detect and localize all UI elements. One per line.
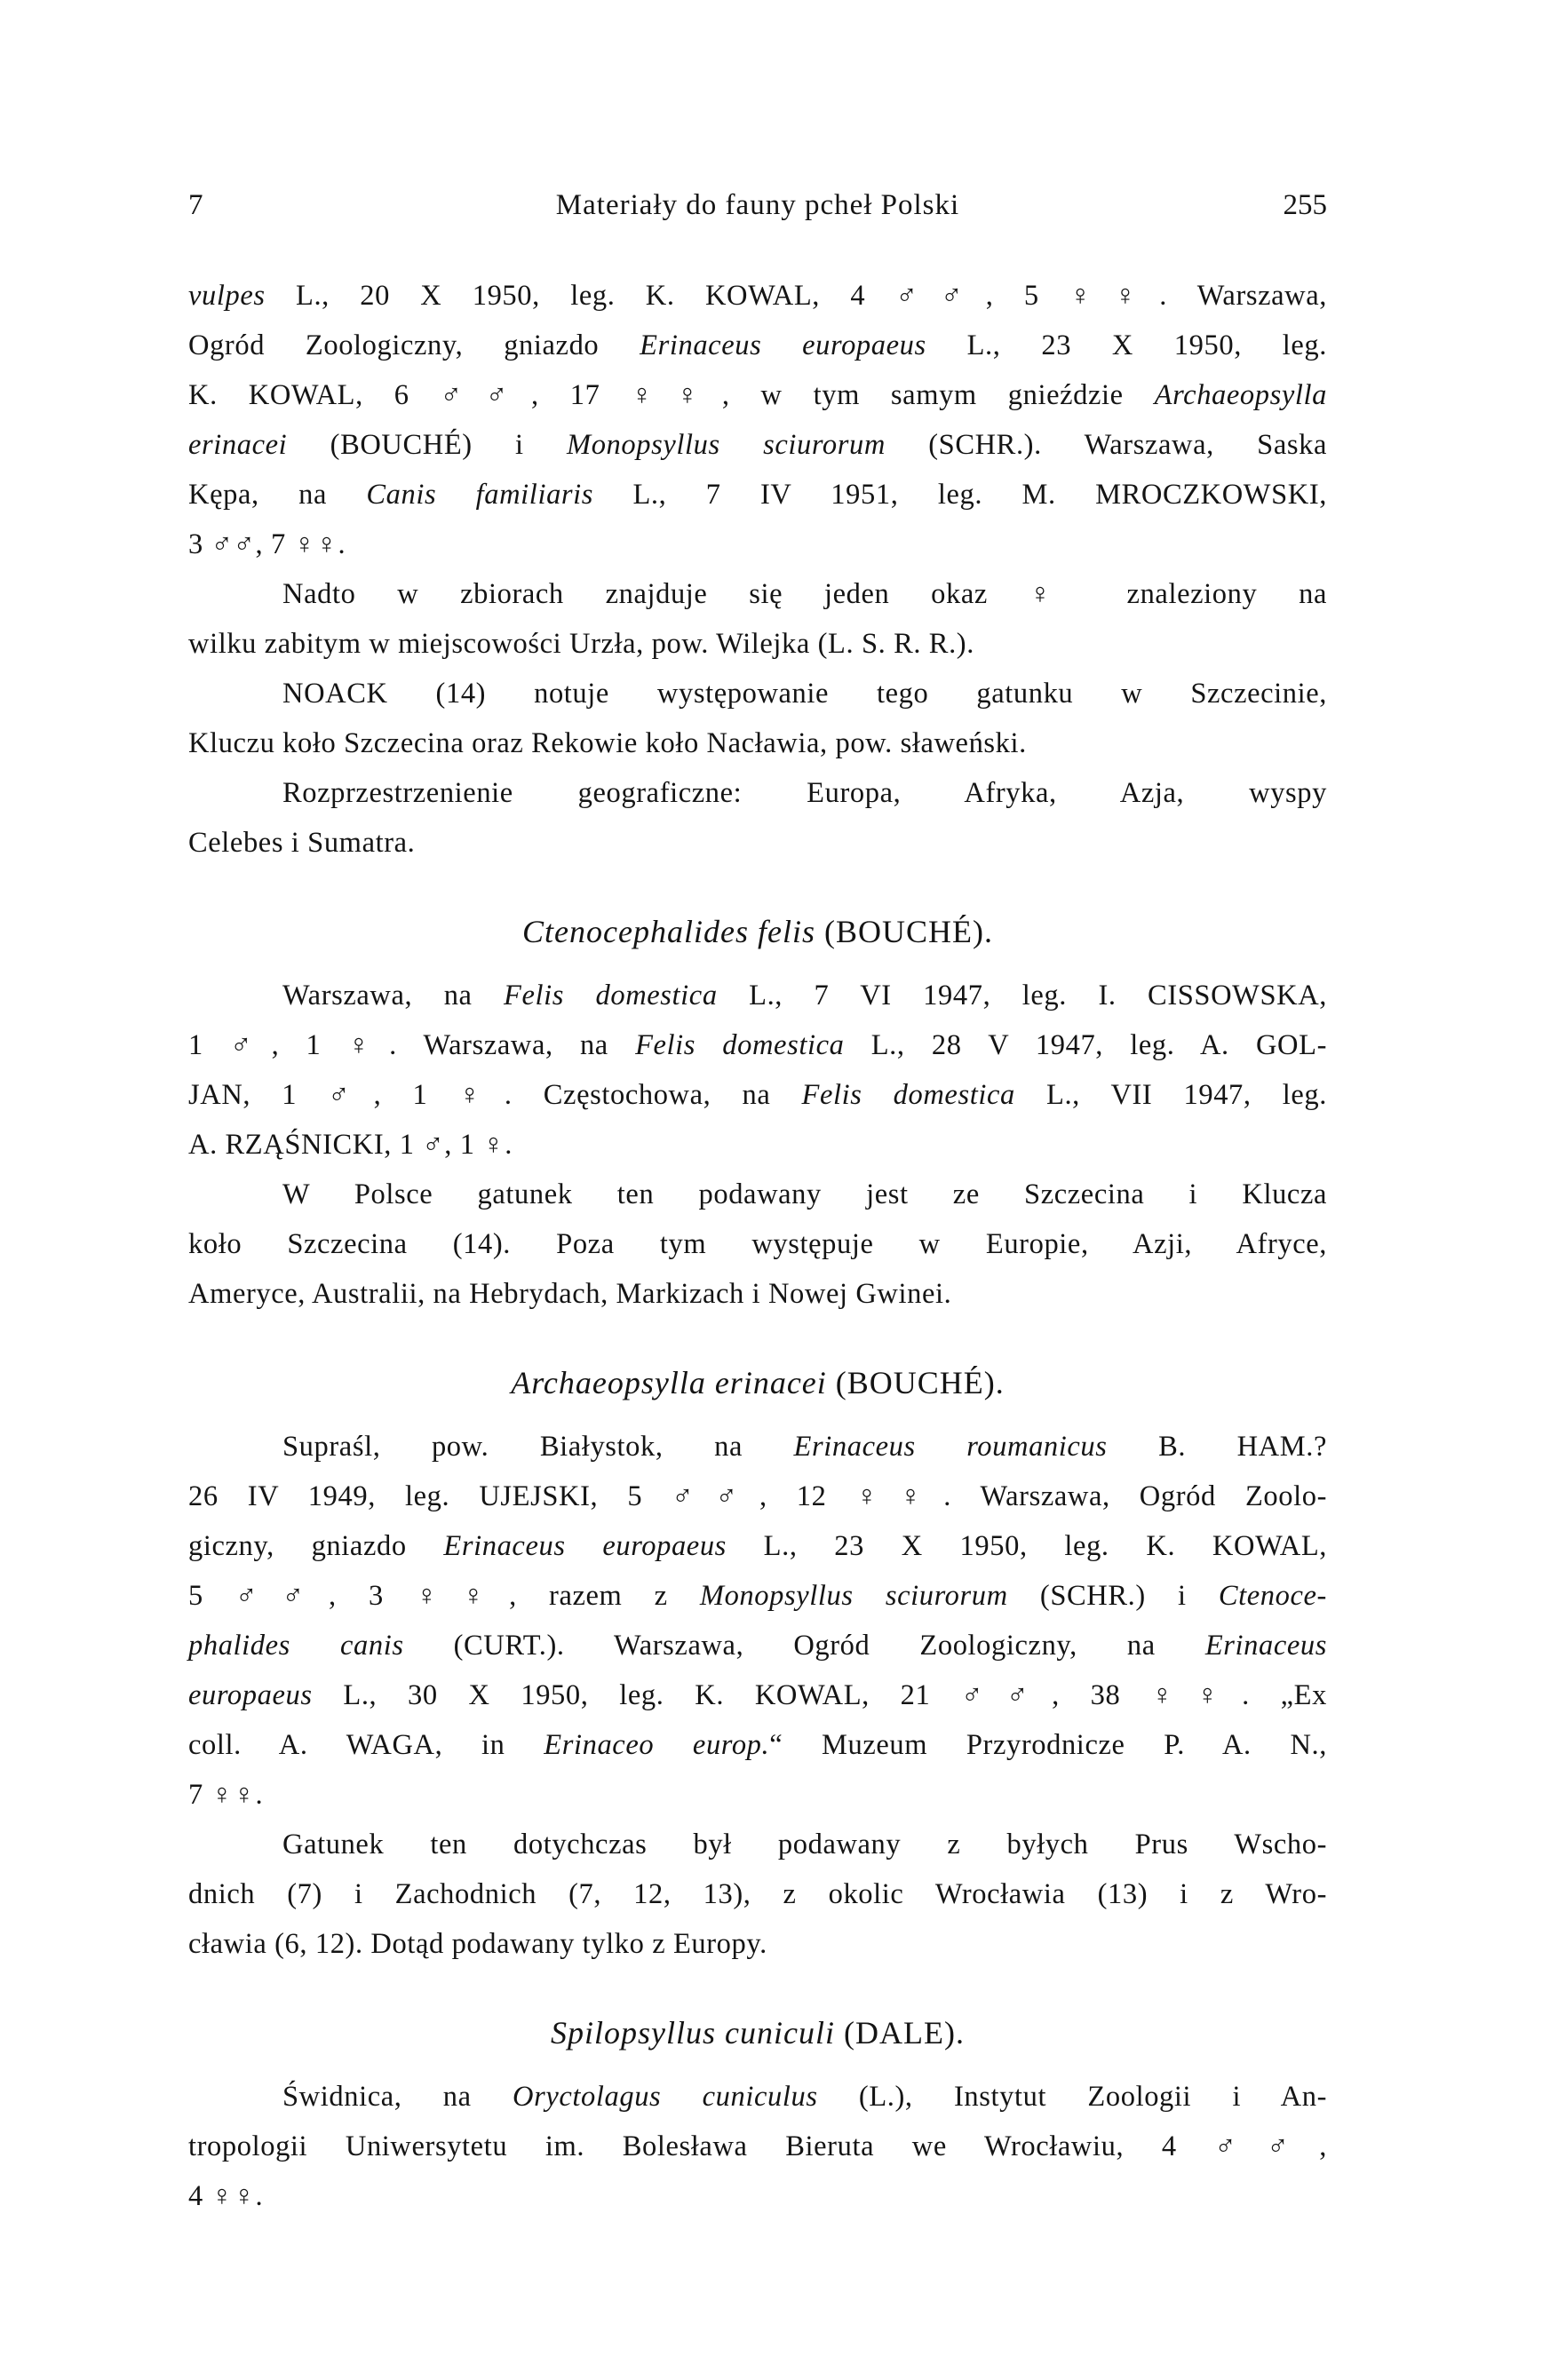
text-line: europaeus L., 30 X 1950, leg. K. KOWAL, 21 ♂♂, 38 ♀♀. „Ex bbox=[188, 1679, 1327, 1711]
text-line: Ameryce, Australii, na Hebrydach, Markizach i Nowej Gwinei. bbox=[188, 1278, 952, 1310]
text-line: Rozprzestrzenienie geograficzne: Europa, Afryka, Azja, wyspy bbox=[282, 777, 1327, 809]
text-line: Warszawa, na Felis domestica L., 7 VI 1947, leg. I. CISSOWSKA, bbox=[282, 980, 1327, 1012]
text-line: Kluczu koło Szczecina oraz Rekowie koło Nacławia, pow. sławeński. bbox=[188, 727, 1027, 759]
text-line: NOACK (14) notuje występowanie tego gatunku w Szczecinie, bbox=[282, 678, 1327, 710]
text-line: vulpes L., 20 X 1950, leg. K. KOWAL, 4 ♂♂, 5 ♀♀. Warszawa, bbox=[188, 280, 1327, 312]
text-line: coll. A. WAGA, in Erinaceo europ.“ Muzeum Przyrodnicze P. A. N., bbox=[188, 1729, 1328, 1761]
text-line: Supraśl, pow. Białystok, na Erinaceus roumanicus B. HAM.? bbox=[282, 1431, 1327, 1463]
text-line: phalides canis (CURT.). Warszawa, Ogród Zoologiczny, na Erinaceus bbox=[188, 1630, 1328, 1662]
text-line: W Polsce gatunek ten podawany jest ze Szczecina i Klucza bbox=[282, 1178, 1327, 1210]
text-line: tropologii Uniwersytetu im. Bolesława Bieruta we Wrocławiu, 4 ♂♂, bbox=[188, 2130, 1327, 2162]
page-number-right: 255 bbox=[1283, 189, 1327, 221]
text-line: erinacei (BOUCHÉ) i Monopsyllus sciurorum (SCHR.). Warszawa, Saska bbox=[188, 429, 1327, 461]
text-line: Kępa, na Canis familiaris L., 7 IV 1951, leg. M. MROCZKOWSKI, bbox=[188, 479, 1327, 511]
text-line: Celebes i Sumatra. bbox=[188, 827, 416, 859]
text-line: K. KOWAL, 6 ♂♂, 17 ♀♀, w tym samym gnieździe Archaeopsylla bbox=[188, 379, 1327, 411]
text-line: 4 ♀♀. bbox=[188, 2180, 264, 2212]
text-line: wilku zabitym w miejscowości Urzła, pow. Wilejka (L. S. R. R.). bbox=[188, 628, 974, 660]
text-line: 7 ♀♀. bbox=[188, 1779, 264, 1811]
running-title: Materiały do fauny pcheł Polski bbox=[555, 189, 960, 221]
running-head bbox=[188, 183, 1327, 227]
text-line: 5 ♂♂, 3 ♀♀, razem z Monopsyllus sciurorum (SCHR.) i Ctenoce- bbox=[188, 1580, 1327, 1612]
page-number-left: 7 bbox=[188, 189, 203, 221]
text-line: Gatunek ten dotychczas był podawany z byłych Prus Wscho- bbox=[282, 1829, 1327, 1860]
section-heading: Archaeopsylla erinacei (BOUCHÉ). bbox=[511, 1365, 1005, 1400]
text-line: 26 IV 1949, leg. UJEJSKI, 5 ♂♂, 12 ♀♀. Warszawa, Ogród Zoolo- bbox=[188, 1480, 1327, 1512]
text-line: Ogród Zoologiczny, gniazdo Erinaceus europaeus L., 23 X 1950, leg. bbox=[188, 329, 1328, 361]
section-heading: Spilopsyllus cuniculi (DALE). bbox=[551, 2015, 965, 2051]
text-line: koło Szczecina (14). Poza tym występuje w Europie, Azji, Afryce, bbox=[188, 1228, 1327, 1260]
text-line: 1 ♂, 1 ♀. Warszawa, na Felis domestica L., 28 V 1947, leg. A. GOL- bbox=[188, 1029, 1327, 1061]
text-line: 3 ♂♂, 7 ♀♀. bbox=[188, 528, 346, 560]
section-heading: Ctenocephalides felis (BOUCHÉ). bbox=[522, 914, 993, 949]
text-line: JAN, 1 ♂, 1 ♀. Częstochowa, na Felis domestica L., VII 1947, leg. bbox=[188, 1079, 1327, 1111]
text-line: dnich (7) i Zachodnich (7, 12, 13), z okolic Wrocławia (13) i z Wro- bbox=[188, 1878, 1327, 1910]
text-line: Świdnica, na Oryctolagus cuniculus (L.), Instytut Zoologii i An- bbox=[282, 2081, 1327, 2113]
text-line: cławia (6, 12). Dotąd podawany tylko z Europy. bbox=[188, 1928, 767, 1960]
text-line: giczny, gniazdo Erinaceus europaeus L., 23 X 1950, leg. K. KOWAL, bbox=[188, 1530, 1327, 1562]
text-line: Nadto w zbiorach znajduje się jeden okaz ♀ znaleziony na bbox=[282, 578, 1327, 610]
text-line: A. RZĄŚNICKI, 1 ♂, 1 ♀. bbox=[188, 1129, 513, 1161]
